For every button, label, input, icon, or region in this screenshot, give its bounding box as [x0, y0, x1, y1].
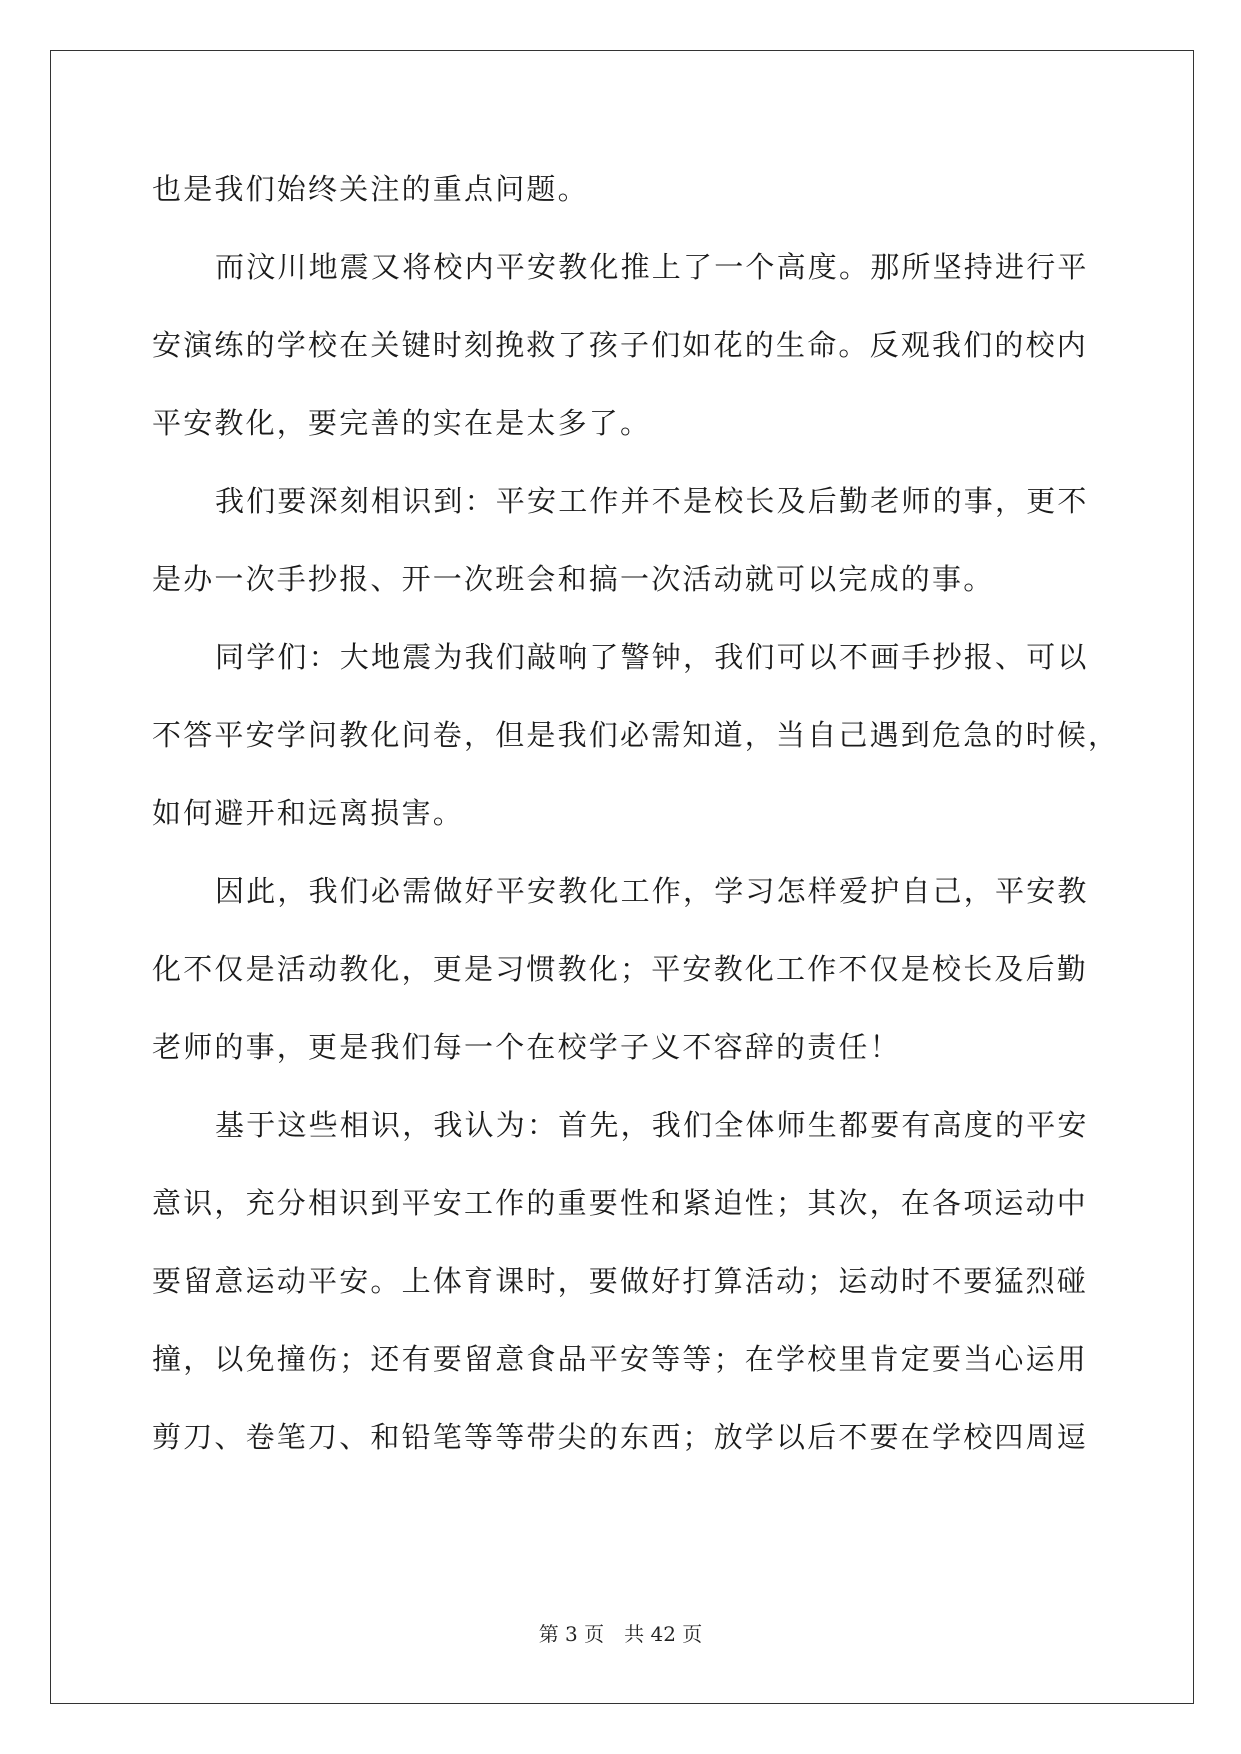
- text-line-6: 是办一次手抄报、开一次班会和搞一次活动就可以完成的事。: [152, 562, 995, 596]
- text-line-14: 意识，充分相识到平安工作的重要性和紧迫性；其次，在各项运动中: [152, 1186, 1089, 1220]
- text-line-13: 基于这些相识，我认为：首先，我们全体师生都要有高度的平安: [215, 1108, 1089, 1142]
- text-line-15: 要留意运动平安。上体育课时，要做好打算活动；运动时不要猛烈碰: [152, 1264, 1089, 1298]
- text-line-10: 因此，我们必需做好平安教化工作，学习怎样爱护自己，平安教: [215, 874, 1089, 908]
- text-line-4: 平安教化，要完善的实在是太多了。: [152, 406, 652, 440]
- text-line-16: 撞，以免撞伤；还有要留意食品平安等等；在学校里肯定要当心运用: [152, 1342, 1089, 1376]
- text-line-12: 老师的事，更是我们每一个在校学子义不容辞的责任！: [152, 1030, 901, 1064]
- text-line-17: 剪刀、卷笔刀、和铅笔等等带尖的东西；放学以后不要在学校四周逗: [152, 1420, 1089, 1454]
- text-line-7: 同学们：大地震为我们敲响了警钟，我们可以不画手抄报、可以: [215, 640, 1089, 674]
- text-line-5: 我们要深刻相识到：平安工作并不是校长及后勤老师的事，更不: [215, 484, 1089, 518]
- body-text: [152, 163, 1120, 1489]
- text-line-1: 也是我们始终关注的重点问题。: [152, 172, 589, 206]
- text-line-11: 化不仅是活动教化，更是习惯教化；平安教化工作不仅是校长及后勤: [152, 952, 1089, 986]
- page-footer: 第 3 页 共 42 页: [538, 1622, 703, 1646]
- text-line-2: 而汶川地震又将校内平安教化推上了一个高度。那所坚持进行平: [215, 250, 1089, 284]
- text-line-3: 安演练的学校在关键时刻挽救了孩子们如花的生命。反观我们的校内: [152, 328, 1089, 362]
- text-line-9: 如何避开和远离损害。: [152, 796, 465, 830]
- text-line-8: 不答平安学问教化问卷，但是我们必需知道，当自己遇到危急的时候，: [152, 718, 1120, 752]
